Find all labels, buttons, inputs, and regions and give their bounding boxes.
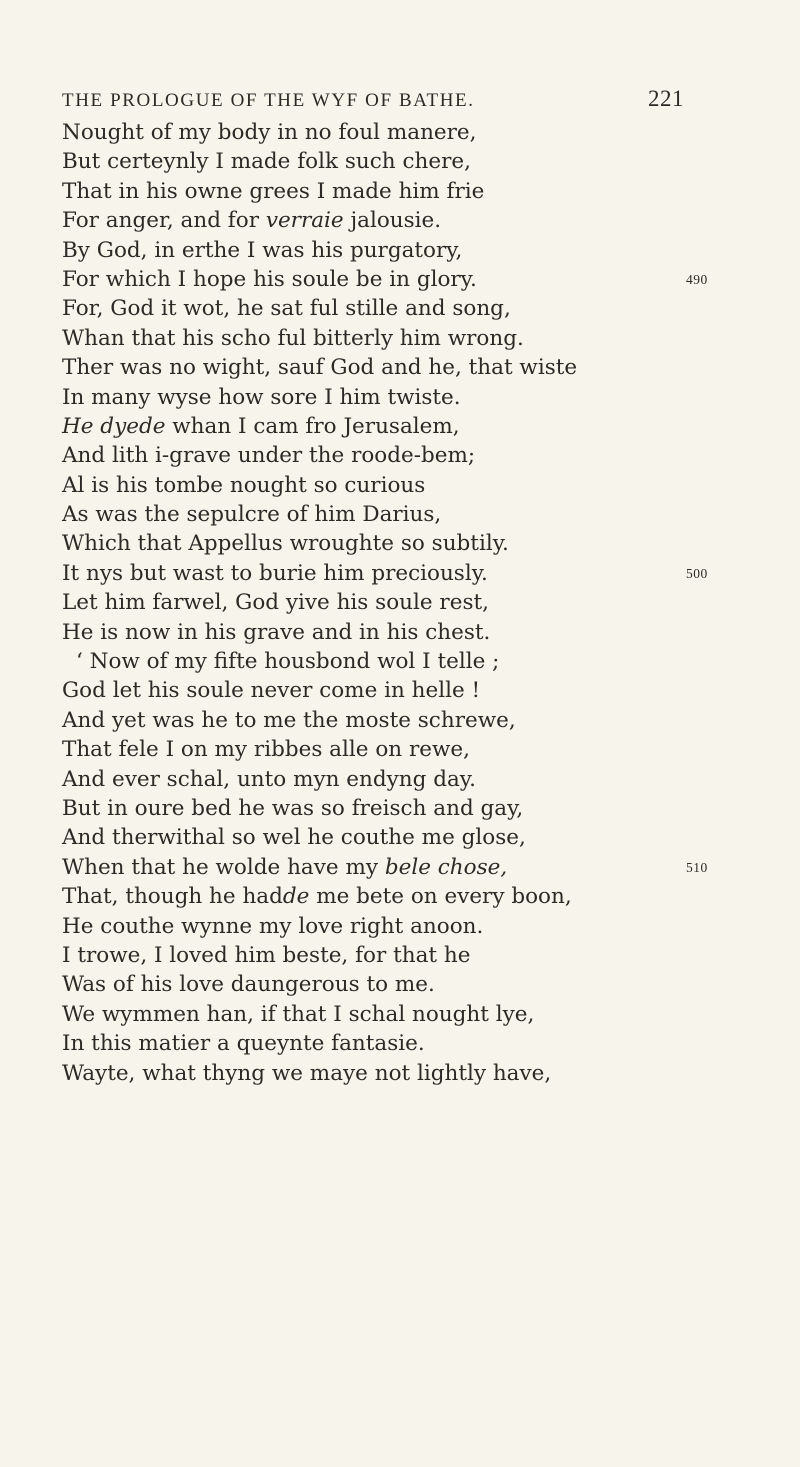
verse-line-text: Ther was no wight, sauf God and he, that wiste bbox=[62, 355, 578, 381]
verse-line-text: For which I hope his soule be in glory. bbox=[62, 266, 477, 292]
verse-line bbox=[62, 383, 702, 412]
verse-line bbox=[62, 147, 702, 176]
verse-line-text: Which that Appellus wroughte so subtily. bbox=[62, 531, 509, 557]
verse-line-text: In this matier a queynte fantasie. bbox=[62, 1031, 425, 1057]
verse-line-text: And ever schal, unto myn endyng day. bbox=[62, 766, 476, 792]
verse-line-text: For anger, and for bbox=[62, 208, 266, 234]
verse-line-text: In many wyse how sore I him twiste. bbox=[62, 384, 461, 410]
verse-line-text: He couthe wynne my love right anoon. bbox=[62, 913, 484, 939]
verse-line bbox=[62, 706, 702, 735]
verse-line-text-after: jalousie. bbox=[343, 208, 442, 234]
verse-line-text: We wymmen han, if that I schal nought lye, bbox=[62, 1001, 535, 1027]
verse-line bbox=[62, 265, 708, 294]
verse-line-text-after: whan I cam fro Jerusalem, bbox=[165, 413, 460, 439]
verse-line-text-after: me bete on every boon, bbox=[309, 884, 572, 910]
verse-line bbox=[62, 353, 702, 382]
verse-line-italic: bele chose, bbox=[384, 854, 508, 880]
verse-line bbox=[62, 735, 702, 764]
verse-line bbox=[62, 529, 702, 558]
verse-line bbox=[62, 853, 708, 882]
verse-line bbox=[62, 236, 702, 265]
verse-line-text: When that he wolde have my bbox=[62, 854, 385, 880]
verse-line-italic: He dyede bbox=[62, 413, 166, 439]
verse-line-text: By God, in erthe I was his purgatory, bbox=[62, 237, 463, 263]
verse-line-text: That, though he had bbox=[62, 884, 283, 910]
verse-line-text: He is now in his grave and in his chest. bbox=[62, 619, 491, 645]
verse-line bbox=[62, 177, 702, 206]
line-number: 490 bbox=[686, 271, 708, 287]
page-header bbox=[62, 86, 684, 116]
verse-line-text: And therwithal so wel he couthe me glose, bbox=[62, 825, 526, 851]
verse-line-text: And yet was he to me the moste schrewe, bbox=[62, 707, 516, 733]
verse-line bbox=[62, 882, 702, 911]
verse-line bbox=[62, 118, 702, 147]
verse-line-text: For, God it wot, he sat ful stille and song, bbox=[62, 296, 511, 322]
verse-line bbox=[62, 1059, 702, 1088]
verse-line bbox=[62, 1029, 702, 1058]
verse-line-text: That fele I on my ribbes alle on rewe, bbox=[62, 737, 470, 763]
page-number: 221 bbox=[648, 86, 684, 111]
verse-line bbox=[62, 588, 702, 617]
verse-line bbox=[62, 412, 702, 441]
verse-line-text: God let his soule never come in helle ! bbox=[62, 678, 481, 704]
verse-line bbox=[62, 765, 702, 794]
verse-line-text: As was the sepulcre of him Darius, bbox=[62, 502, 442, 528]
verse-line-text: Nought of my body in no foul manere, bbox=[62, 120, 477, 145]
verse-line-text: Wayte, what thyng we maye not lightly have, bbox=[62, 1060, 552, 1086]
verse-line-text: Al is his tombe nought so curious bbox=[62, 472, 426, 498]
verse-line bbox=[62, 294, 702, 323]
verse-line-italic: verraie bbox=[265, 208, 344, 234]
verse-line bbox=[62, 647, 702, 676]
verse-line bbox=[62, 970, 702, 999]
verse-line bbox=[62, 441, 702, 470]
line-number: 500 bbox=[686, 565, 708, 581]
verse-line-text: It nys but wast to burie him preciously. bbox=[62, 560, 488, 586]
verse-line bbox=[62, 823, 702, 852]
verse-line-text: But in oure bed he was so freisch and gay, bbox=[62, 795, 524, 821]
verse-line bbox=[62, 324, 702, 353]
verse-line-text: Let him farwel, God yive his soule rest, bbox=[62, 590, 489, 616]
verse-line-text: But certeynly I made folk such chere, bbox=[62, 149, 471, 175]
verse-line bbox=[62, 794, 702, 823]
verse-line bbox=[62, 206, 702, 235]
verse-line-text: Whan that his scho ful bitterly him wrong. bbox=[62, 325, 524, 351]
line-number: 510 bbox=[686, 859, 708, 875]
running-title: THE PROLOGUE OF THE WYF OF BATHE. bbox=[62, 90, 475, 111]
verse-line-text: ‘ Now of my fifte housbond wol I telle ; bbox=[76, 649, 500, 675]
verse-line bbox=[62, 500, 702, 529]
verse-line bbox=[62, 559, 708, 588]
verse-line bbox=[62, 618, 702, 647]
verse-line bbox=[62, 941, 702, 970]
verse-line bbox=[62, 471, 702, 500]
verse-line bbox=[62, 912, 702, 941]
verse-block bbox=[62, 118, 708, 1088]
verse-line bbox=[62, 1000, 702, 1029]
verse-line-text: And lith i-grave under the roode-bem; bbox=[62, 443, 476, 469]
verse-line-italic: de bbox=[282, 884, 310, 910]
verse-line bbox=[62, 676, 702, 705]
verse-line-text: Was of his love daungerous to me. bbox=[62, 972, 435, 998]
verse-line-text: I trowe, I loved him beste, for that he bbox=[62, 942, 471, 968]
verse-line-text: That in his owne grees I made him frie bbox=[62, 178, 485, 204]
